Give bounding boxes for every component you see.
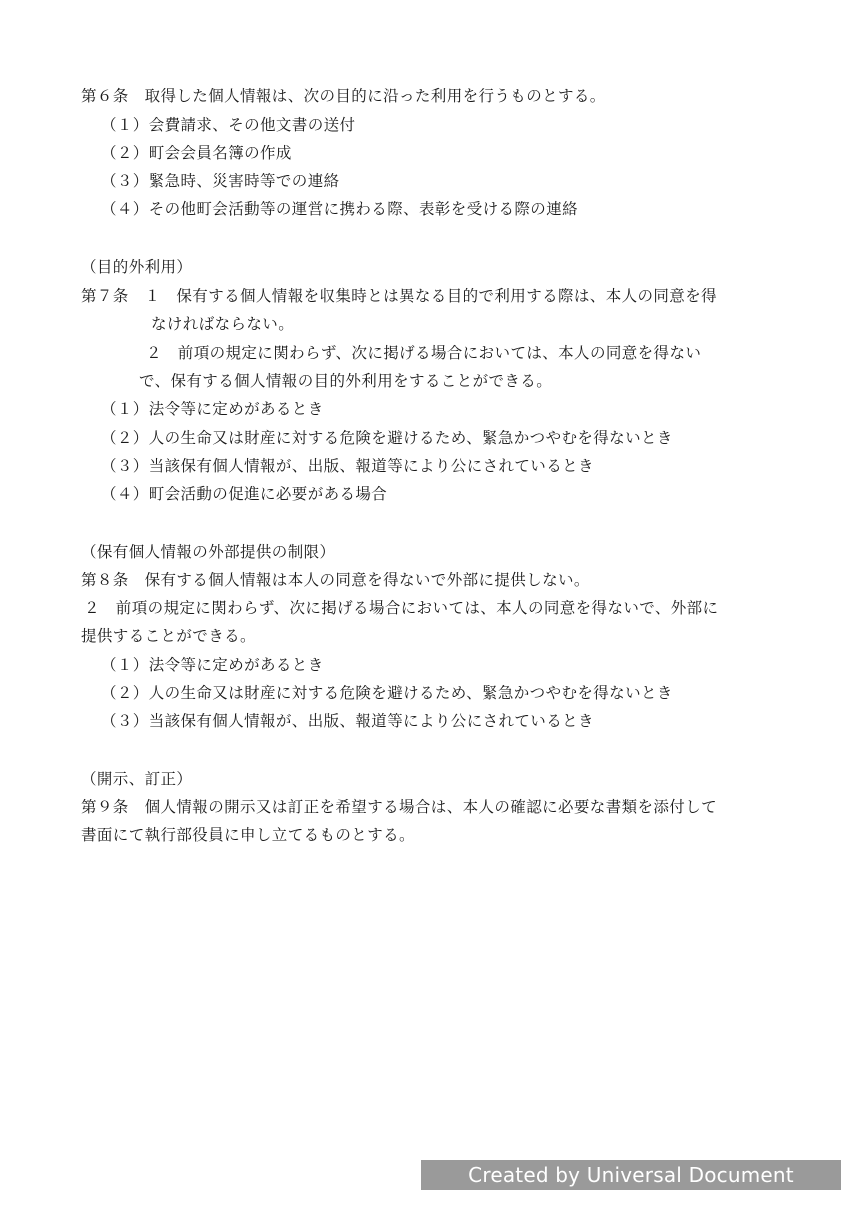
article-7-para-2-line-2: で、保有する個人情報の目的外利用をすることができる。 [139, 372, 553, 390]
article-6-item-1: （１）会費請求、その他文書の送付 [101, 116, 356, 134]
article-7-para-1-line-1: 第７条 １ 保有する個人情報を収集時とは異なる目的で利用する際は、本人の同意を得 [81, 287, 718, 305]
article-7-item-4: （４）町会活動の促進に必要がある場合 [101, 485, 388, 503]
article-7-item-1: （１）法令等に定めがあるとき [101, 400, 324, 418]
converter-watermark: Created by Universal Document Converter [421, 1160, 841, 1190]
article-7-heading: （目的外利用） [81, 258, 193, 276]
article-8-item-2: （２）人の生命又は財産に対する危険を避けるため、緊急かつやむを得ないとき [101, 684, 673, 702]
article-6-item-4: （４）その他町会活動等の運営に携わる際、表彰を受ける際の連絡 [101, 200, 579, 218]
article-7-para-1-line-2: なければならない。 [151, 315, 295, 333]
article-8-para-2-line-1: ２ 前項の規定に関わらず、次に掲げる場合においては、本人の同意を得ないで、外部に [84, 599, 719, 617]
article-9-line-2: 書面にて執行部役員に申し立てるものとする。 [81, 826, 415, 844]
article-6-item-2: （２）町会会員名簿の作成 [101, 144, 292, 162]
article-8-item-3: （３）当該保有個人情報が、出版、報道等により公にされているとき [101, 712, 594, 730]
article-9-line-1: 第９条 個人情報の開示又は訂正を希望する場合は、本人の確認に必要な書類を添付して [81, 798, 718, 816]
article-8-text: 第８条 保有する個人情報は本人の同意を得ないで外部に提供しない。 [81, 571, 590, 589]
article-7-para-2-line-1: ２ 前項の規定に関わらず、次に掲げる場合においては、本人の同意を得ない [146, 344, 702, 362]
article-8-item-1: （１）法令等に定めがあるとき [101, 656, 324, 674]
article-6-item-3: （３）緊急時、災害時等での連絡 [101, 172, 340, 190]
article-7-item-3: （３）当該保有個人情報が、出版、報道等により公にされているとき [101, 457, 594, 475]
article-8-para-2-line-2: 提供することができる。 [81, 627, 256, 645]
article-6-text: 第６条 取得した個人情報は、次の目的に沿った利用を行うものとする。 [81, 87, 606, 105]
article-8-heading: （保有個人情報の外部提供の制限） [81, 543, 336, 561]
article-9-heading: （開示、訂正） [81, 770, 193, 788]
article-7-item-2: （２）人の生命又は財産に対する危険を避けるため、緊急かつやむを得ないとき [101, 429, 673, 447]
